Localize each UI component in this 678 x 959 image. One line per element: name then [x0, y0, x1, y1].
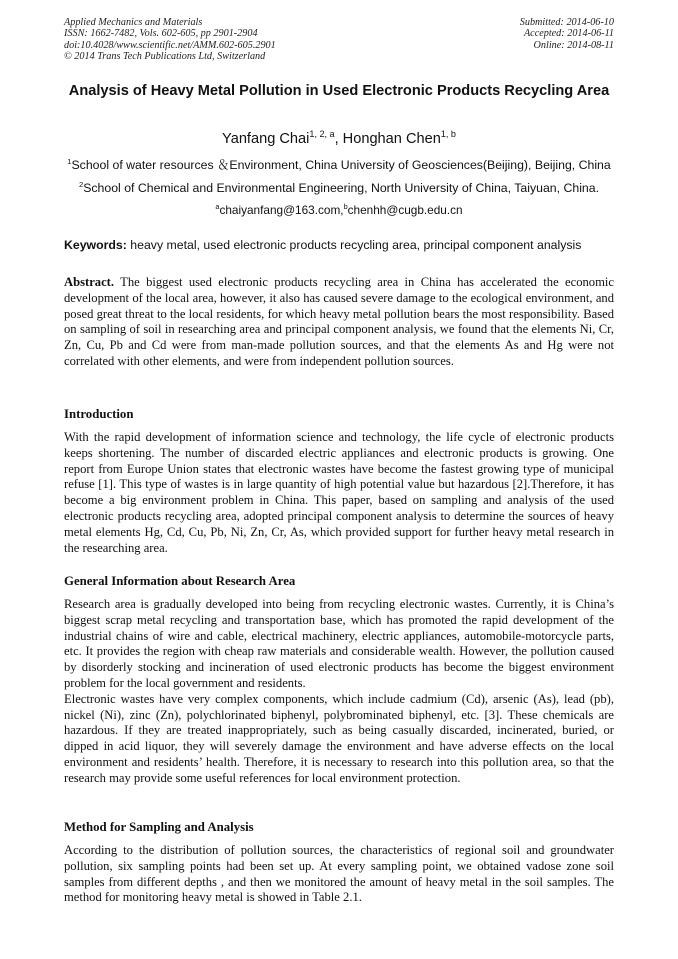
journal-doi[interactable]: doi:10.4028/www.scientific.net/AMM.602-605.2901 — [64, 39, 276, 51]
abstract-label: Abstract. — [64, 275, 115, 289]
affiliation-marker: 1 — [67, 156, 72, 166]
section-heading-method: Method for Sampling and Analysis — [64, 820, 254, 834]
journal-name: Applied Mechanics and Materials — [64, 17, 203, 28]
paragraph: Electronic wastes have very complex components, which include cadmium (Cd), arsenic (As), lead (pb), nickel (Ni), zinc (Zn), polychlorinated biphenyl, polybrominated biphenyl, etc. [3]. These chemicals are hazardous. If they are treated inappropriately, such as being casually discarded, incinerated, buried, or dipped in acid liquor, they will severely damage the environment and have adverse effects on the local environment and residents’ health. Therefore, it is necessary to research into this pollution area, so that the research may provide some useful references for local environment protection. — [64, 691, 614, 785]
email-marker: b — [343, 202, 348, 212]
author-separator: , — [334, 131, 343, 147]
abstract-text: The biggest used electronic products recycling area in China has accelerated the economic development of the local area, however, it also has caused severe damage to the ecological environment, and posed great threat to the local residents, for which heavy metal pollution bears the most responsibility. Based on sampling of soil in researching area and principal component analysis, we found that the elements Ni, Cr, Zn, Cu, Pb and Cd were from man-made pollution sources, and that the elements As and Hg were not correlated with other elements, and were from independent pollution sources. — [64, 275, 614, 368]
paragraph: According to the distribution of pollution sources, the characteristics of regional soil and groundwater pollution, six sampling points had been set up. At every sampling point, we obtained vadose zone soil samples from different depths , and then we monitored the amount of heavy metal in the soil samples. The method for monitoring heavy metal is showed in Table 2.1. — [64, 843, 614, 905]
email-link[interactable]: chenhh@cugb.edu.cn — [347, 203, 463, 217]
keywords-label: Keywords: — [64, 238, 127, 252]
author-list — [64, 130, 614, 148]
submission-dates — [520, 17, 614, 51]
email-marker: a — [215, 202, 220, 212]
affiliation-1 — [40, 158, 638, 173]
journal-info — [64, 17, 276, 63]
section-heading-general: General Information about Research Area — [64, 574, 296, 588]
section-general — [64, 597, 614, 787]
author-affiliation-marker: 1, b — [440, 129, 456, 140]
author-name: Yanfang Chai — [222, 131, 310, 147]
author-affiliation-marker: 1, 2, a — [309, 129, 335, 140]
online-date: Online: 2014-08-11 — [533, 39, 614, 51]
affiliation-marker: 2 — [78, 179, 84, 189]
paragraph: Research area is gradually developed into being from recycling electronic wastes. Currently, it is China’s biggest scrap metal recycling and transportation base, which has promoted the rapid development of the industrial chains of wire and cable, electrical machinery, electric appliances, automobile-motorcycle parts, etc. It provides the region with cheap raw materials and considerable wealth. However, the pollution caused by disorderly stocking and incineration of used electronic products has become the biggest environment problem for the local government and residents. — [64, 597, 614, 690]
keywords — [64, 238, 614, 253]
abstract — [64, 275, 614, 370]
journal-copyright: © 2014 Trans Tech Publications Ltd, Switzerland — [64, 51, 266, 63]
accepted-date: Accepted: 2014-06-11 — [523, 28, 614, 40]
section-method — [64, 843, 614, 906]
journal-issn: ISSN: 1662-7482, Vols. 602-605, pp 2901-2904 — [64, 28, 258, 40]
section-heading-introduction: Introduction — [64, 407, 134, 421]
section-introduction — [64, 430, 614, 556]
paper-title: Analysis of Heavy Metal Pollution in Used Electronic Products Recycling Area — [68, 83, 610, 99]
keywords-text: heavy metal, used electronic products recycling area, principal component analysis — [126, 238, 582, 252]
paragraph: With the rapid development of information science and technology, the life cycle of electronic products keeps shortening. The number of discarded electric appliances and electronic products is growing. One report from Europe Union states that electronic wastes have become the fastest growing type of municipal refuse [1]. This type of wastes is in large quantity of high potential value but hazardous [2].Therefore, it has become a big environment problem in China. This paper, based on sampling and analysis of the used electronic products recycling area, adopted principal component analysis to determine the sources of heavy metal elements Hg, Cd, Cu, Pb, Ni, Zn, Cr, As, which provided support for further heavy metal research in the researching area. — [64, 430, 614, 555]
affiliation-text: School of Chemical and Environmental Engineering, North University of China, Taiyuan, China. — [83, 181, 600, 195]
affiliation-2 — [40, 181, 638, 196]
submitted-date: Submitted: 2014-06-10 — [519, 17, 614, 28]
author-emails — [64, 203, 614, 218]
email-separator: , — [340, 203, 344, 217]
author-name: Honghan Chen — [342, 131, 441, 147]
affiliation-text: School of water resources ＆Environment, China University of Geosciences(Beijing), Beijing, China — [71, 158, 611, 172]
email-link[interactable]: chaiyanfang@163.com — [219, 203, 341, 217]
